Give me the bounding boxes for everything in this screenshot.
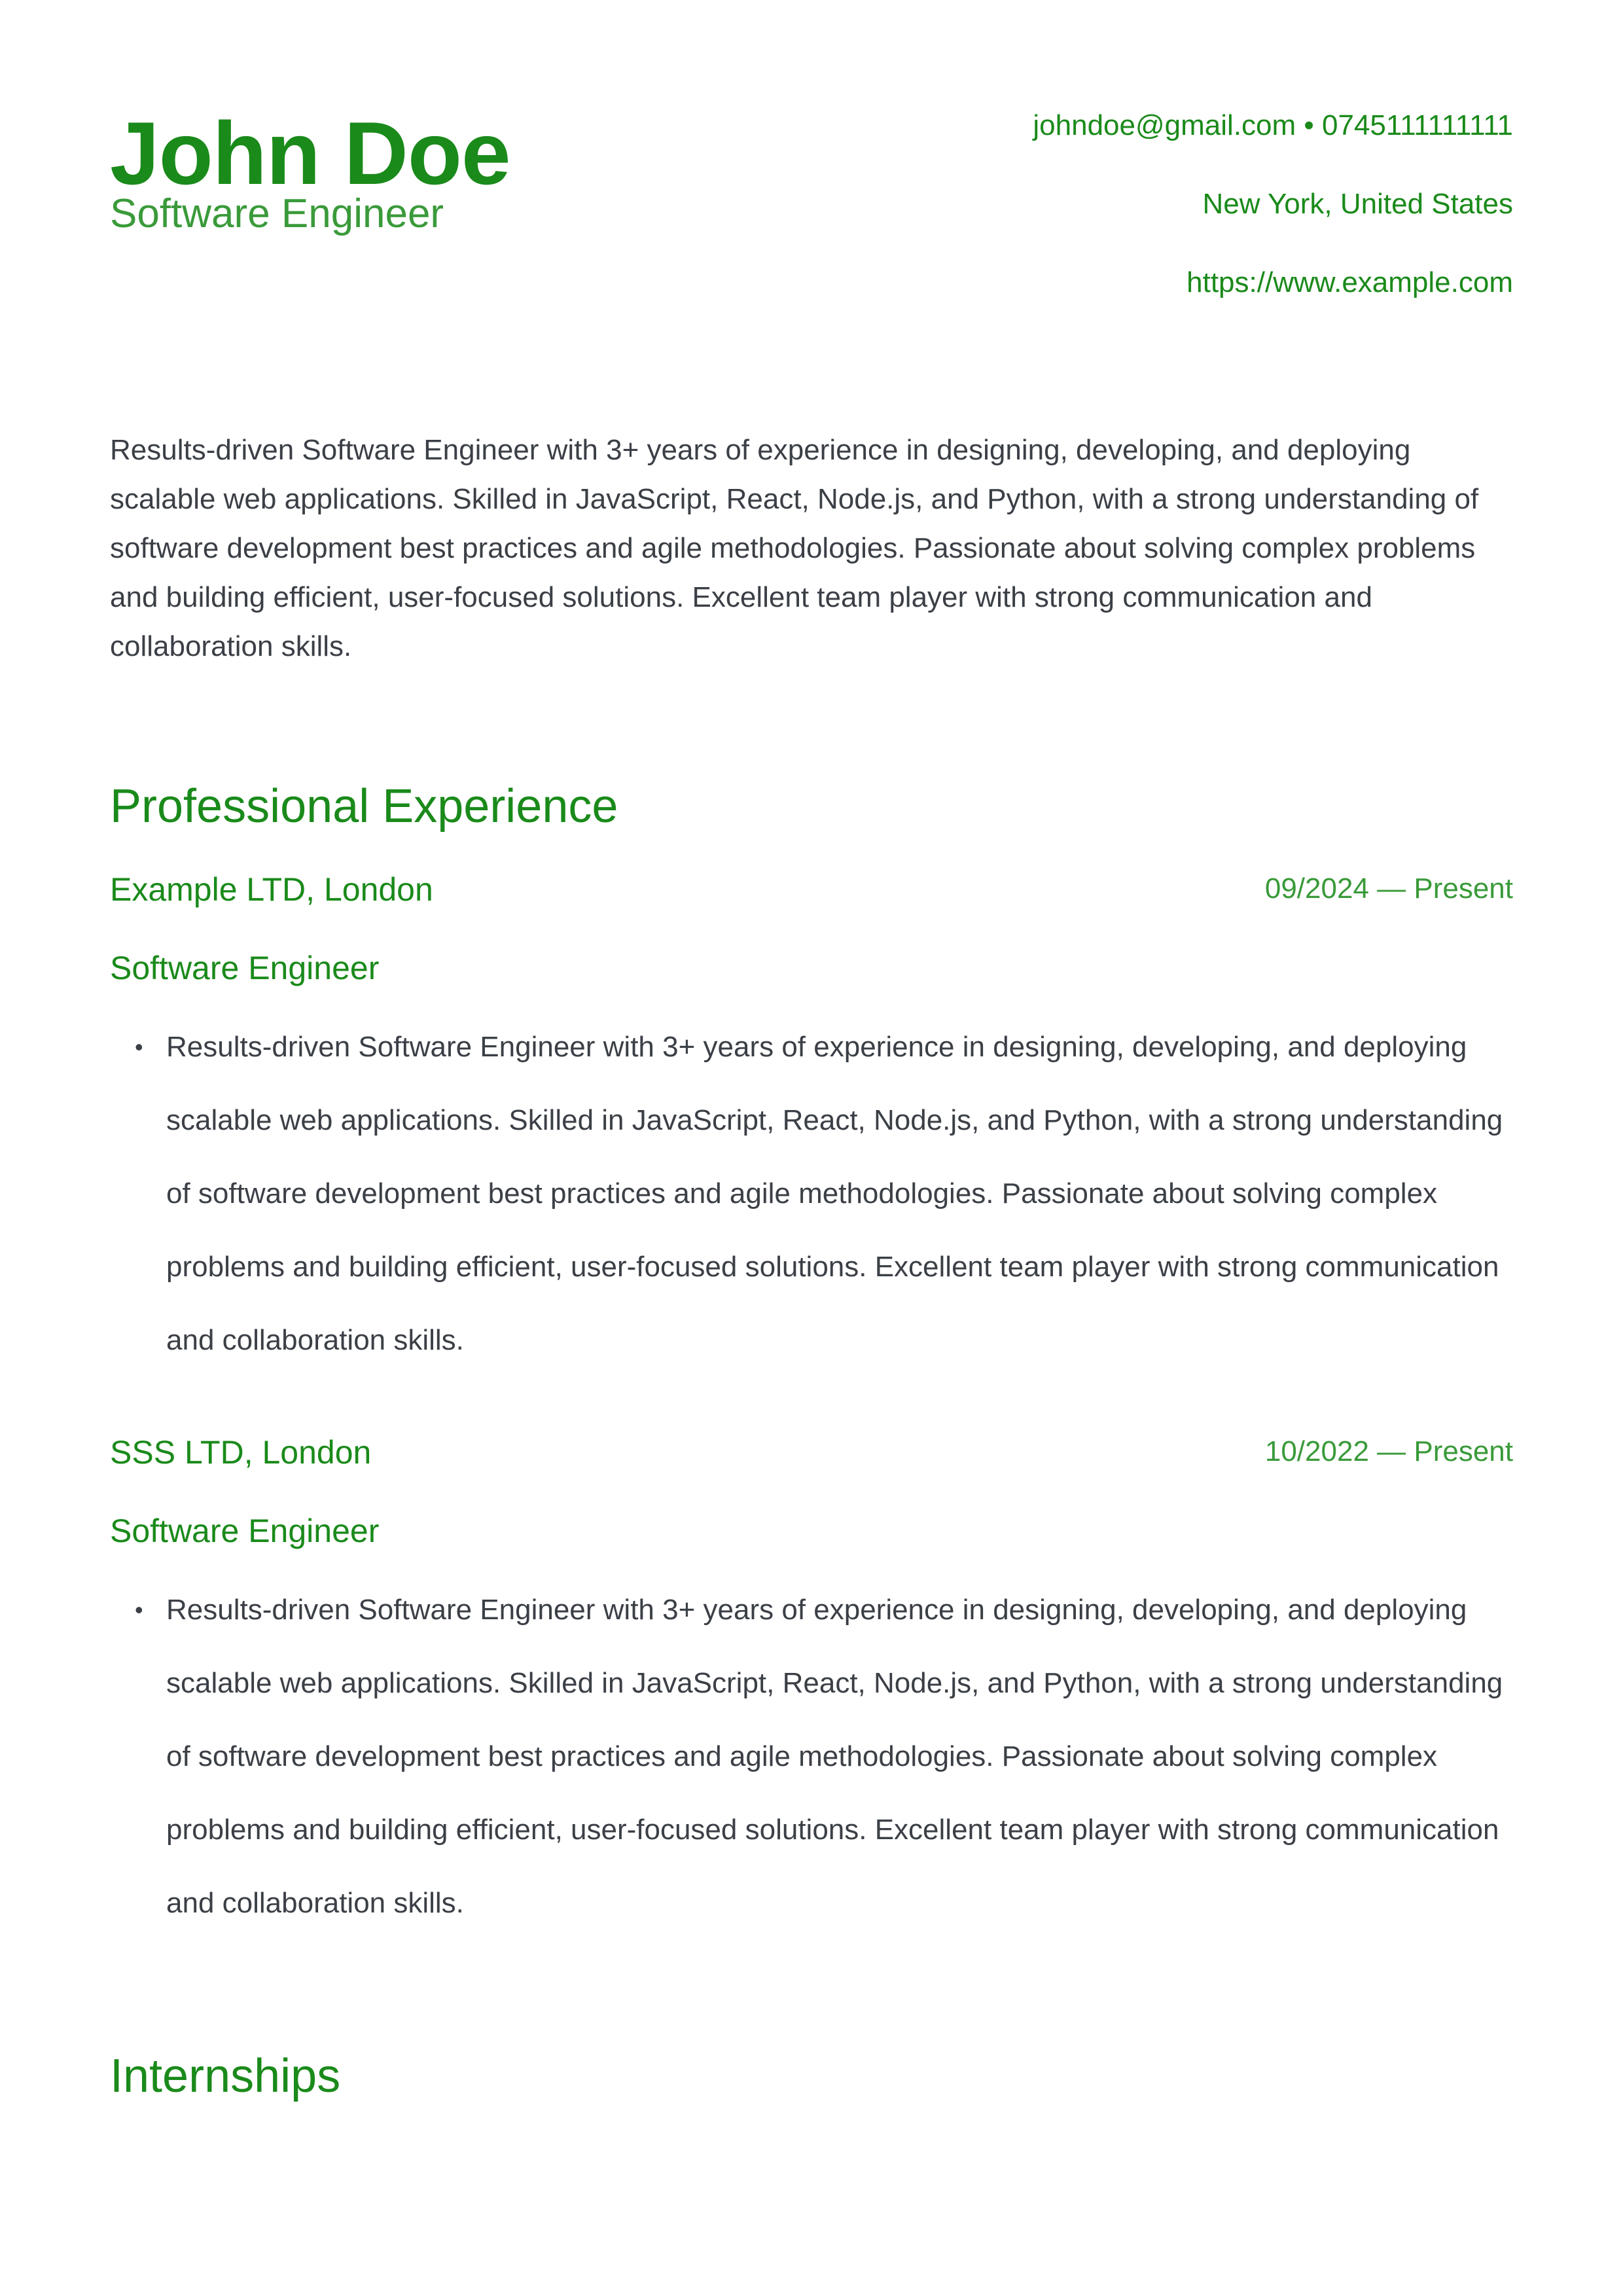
job-role: Software Engineer	[110, 950, 380, 986]
job-dates: 09/2024 — Present	[1264, 872, 1513, 905]
job-bullet	[110, 1011, 1517, 1377]
contact-email-phone[interactable]: johndoe@gmail.com • 0745111111111	[1033, 109, 1513, 141]
job-company: Example LTD, London	[110, 871, 433, 908]
bullet-icon: •	[135, 1596, 143, 1623]
contact-website-link[interactable]: https://www.example.com	[1186, 266, 1513, 298]
job-dates: 10/2022 — Present	[1264, 1435, 1513, 1467]
contact-location: New York, United States	[1202, 188, 1513, 220]
candidate-name: John Doe	[110, 103, 510, 203]
job-bullet-text: Results-driven Software Engineer with 3+ years of experience in designing, developing, and deploying scalable web applications. Skilled in JavaScript, React, Node.js, and Python, with a strong understanding of software development best practices and agile methodologies. Passionate about solving complex problems and building efficient, user-focused solutions. Excellent team player with strong communication and collaboration skills.	[166, 1594, 1503, 1919]
section-heading-internships: Internships	[110, 2050, 341, 2102]
job-bullet-list	[110, 1011, 1517, 1377]
job-role: Software Engineer	[110, 1513, 380, 1549]
job-bullet	[110, 1573, 1517, 1940]
candidate-title: Software Engineer	[110, 191, 444, 236]
bullet-icon: •	[135, 1033, 143, 1060]
job-company: SSS LTD, London	[110, 1434, 372, 1471]
job-bullet-text: Results-driven Software Engineer with 3+ years of experience in designing, developing, and deploying scalable web applications. Skilled in JavaScript, React, Node.js, and Python, with a strong understanding of software development best practices and agile methodologies. Passionate about solving complex problems and building efficient, user-focused solutions. Excellent team player with strong communication and collaboration skills.	[166, 1031, 1503, 1356]
job-bullet-list	[110, 1573, 1517, 1940]
section-heading-experience: Professional Experience	[110, 780, 618, 833]
profile-summary: Results-driven Software Engineer with 3+ years of experience in designing, developing, and deploying scalable web applications. Skilled in JavaScript, React, Node.js, and Python, with a strong understanding of software development best practices and agile methodologies. Passionate about solving complex problems and building efficient, user-focused solutions. Excellent team player with strong communication and collaboration skills.	[110, 434, 1479, 662]
